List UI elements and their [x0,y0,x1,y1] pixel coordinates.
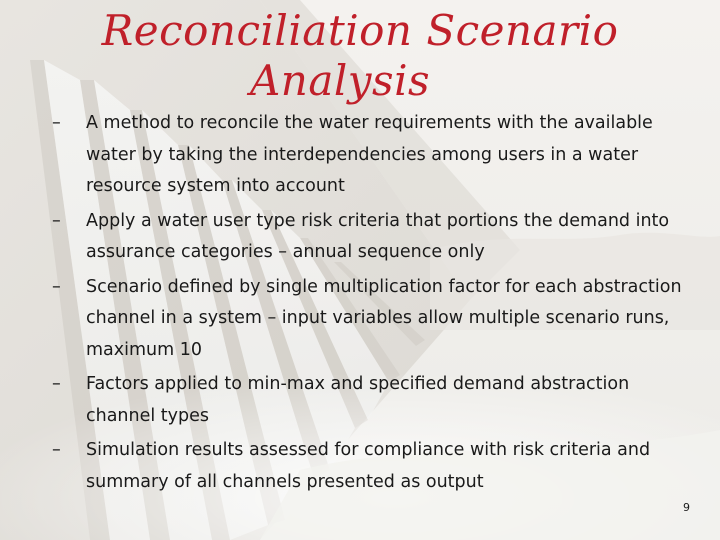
bullet-text: Apply a water user type risk criteria that portions the demand into assurance categories – annual sequence only [86,210,670,262]
bullet-item [52,206,692,269]
slide-title-line-2: Analysis [249,56,431,105]
bullet-marker: – [52,113,61,133]
bullet-text: Scenario defined by single multiplication factor for each abstraction channel in a system – input variables allow multiple scenario runs, maximum 10 [86,276,682,360]
bullet-item [52,435,692,498]
bullet-marker: – [52,374,61,394]
bullet-list [52,108,692,498]
page-number: 9 [683,501,690,514]
bullet-text: Factors applied to min-max and specified demand abstraction channel types [86,374,630,426]
bullet-item [52,108,692,203]
bullet-marker: – [52,276,61,297]
bullet-item [52,272,692,367]
bullet-item [52,369,692,432]
bullet-marker: – [52,210,61,231]
bullet-marker: – [52,440,61,460]
slide-title-line-1: Reconciliation Scenario [101,6,619,55]
bullet-text: A method to reconcile the water requirements with the available water by taking the interdependencies among users in a water resource system into account [86,113,653,196]
slide-title [40,6,680,106]
bullet-text: Simulation results assessed for compliance with risk criteria and summary of all channels presented as output [86,440,651,492]
